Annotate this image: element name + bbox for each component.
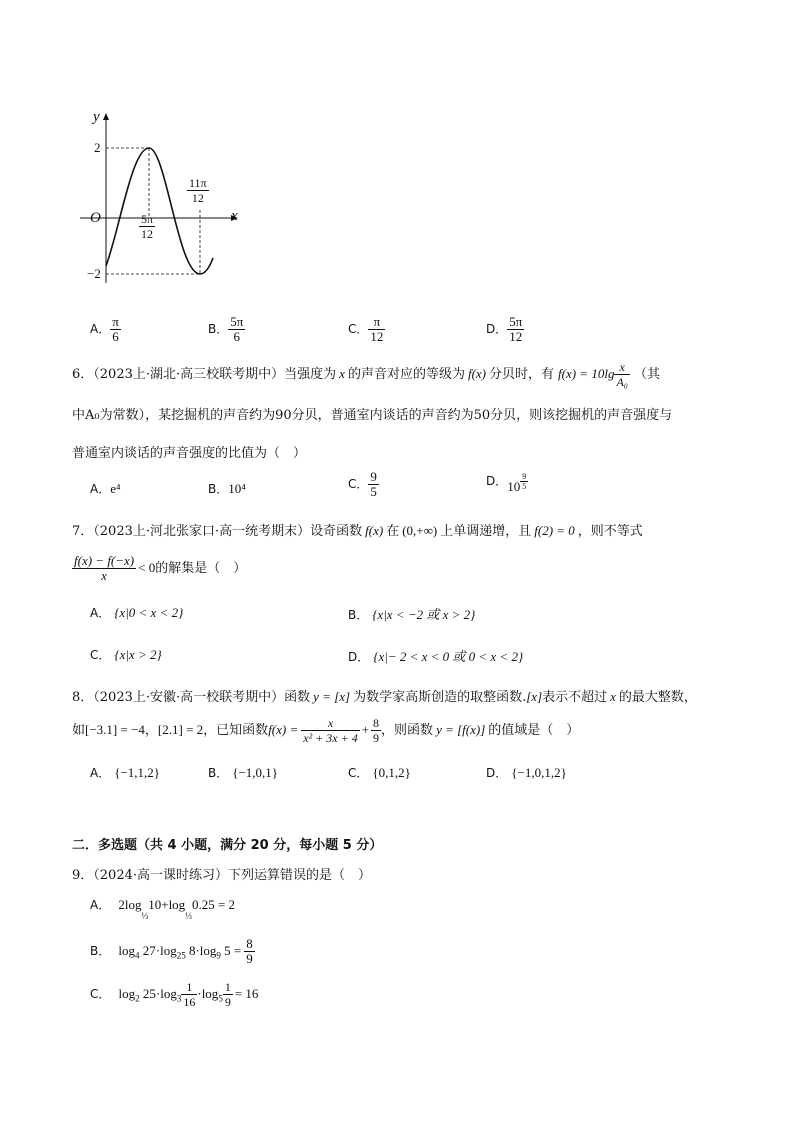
x-mark-11pi-12: $\frac{11\pi}{12}$	[189, 176, 207, 205]
q6-option-a[interactable]: A．e⁴	[90, 481, 121, 496]
section-2-title: 二．多选题（共 4 小题，满分 20 分，每小题 5 分）	[72, 838, 383, 853]
q8-option-a[interactable]: A． {−1,1,2}	[90, 765, 161, 780]
y-max-label: 2	[94, 140, 101, 155]
q5-option-d[interactable]: D． $\frac{5\pi}{12}$	[486, 314, 523, 344]
sine-graph	[70, 108, 250, 288]
q5-option-c[interactable]: C． $\frac{\pi}{12}$	[348, 314, 384, 344]
q8-option-c[interactable]: C． {0,1,2}	[348, 765, 411, 780]
q9-option-b[interactable]: B． $\log_4 27\cdot\log_{25}$ $8\cdot\log_9$ 5 = $\frac{8}{9}$	[90, 936, 253, 966]
origin-label: O	[90, 210, 101, 226]
q7-option-d[interactable]: D． {x|− 2 < x < 0 或 0 < x < 2}	[348, 649, 524, 664]
q8-stem-line2: 如[−3.1] = −4，[2.1] = 2，已知函数f(x) = $\frac{x}{\text{x² + 3x + 4}}$ + $\frac{8}{9}$ ，则函数 y = [f(x)] 的值域是（ ）	[72, 716, 580, 745]
q9-option-a[interactable]: A． $2\log_{\frac{1}{3}}10+\log_{\frac{1}{3}}0.25 = 2$	[90, 897, 236, 921]
q8-option-d[interactable]: D． {−1,0,1,2}	[486, 765, 567, 780]
q9-option-a-expr: $2\log_{\frac{1}{3}}10+\log_{\frac{1}{3}}0.25 = 2$	[118, 897, 236, 921]
y-min-label: −2	[87, 266, 101, 281]
q9-option-c[interactable]: C． $\log_2 25\cdot\log_3$ $\frac{1}{16}$ $\cdot\log_5$ $\frac{1}{9}$ = 16	[90, 980, 259, 1009]
q6-stem-line2: 中A₀为常数），某挖掘机的声音约为90分贝，普通室内谈话的声音约为50分贝，则该挖掘机的声音强度与	[72, 408, 673, 423]
q7-option-b[interactable]: B． {x|x < −2 或 x > 2}	[348, 607, 476, 622]
q6-stem-line1: 6．（2023上·湖北·高三校联考期中）当强度为 x 的声音对应的等级为 f(x) 分贝时，有 f(x) = 10lg $\frac{x}{\text{A₀}}$ （其	[72, 360, 660, 389]
q6-option-d[interactable]: D．10 $\frac{9}{5}$	[486, 472, 527, 494]
q9-stem: 9．（2024·高一课时练习）下列运算错误的是（ ）	[72, 868, 372, 883]
x-axis-label: x	[231, 208, 238, 224]
q6-option-b[interactable]: B．10⁴	[208, 481, 246, 496]
q6-stem-line3: 普通室内谈话的声音强度的比值为（ ）	[72, 446, 307, 461]
q9-option-b-expr: $\log_4 27\cdot\log_{25}$ $8\cdot\log_9$ 5 =	[118, 943, 242, 961]
q5-option-b[interactable]: B． $\frac{5\pi}{6}$	[208, 314, 244, 344]
q7-option-a[interactable]: A． {x|0 < x < 2}	[90, 605, 184, 620]
q9-option-c-expr: $\log_2 25\cdot\log_3$	[118, 986, 182, 1004]
q6-option-c[interactable]: C． $\frac{9}{5}$	[348, 469, 377, 499]
q8-option-b[interactable]: B． {−1,0,1}	[208, 765, 279, 780]
q7-stem-line2: $\frac{f(x) - f(-x)}{x}$ < 0的解集是（ ）	[74, 553, 247, 583]
q5-option-a[interactable]: A． $\frac{\pi}{6}$	[90, 314, 119, 344]
x-mark-5pi-12: $\frac{5\pi}{12}$	[141, 212, 154, 241]
y-axis-label: y	[93, 109, 100, 125]
q7-option-c[interactable]: C． {x|x > 2}	[90, 647, 162, 662]
q7-stem-line1: 7．（2023上·河北张家口·高一统考期末）设奇函数 f(x) 在 (0,+∞) 上单调递增，且 f(2) = 0 ，则不等式	[72, 523, 643, 539]
q8-stem-line1: 8．（2023上·安徽·高一校联考期中）函数 y = [x] 为数学家高斯创造的取整函数.[x]表示不超过 x 的最大整数，	[72, 689, 697, 705]
